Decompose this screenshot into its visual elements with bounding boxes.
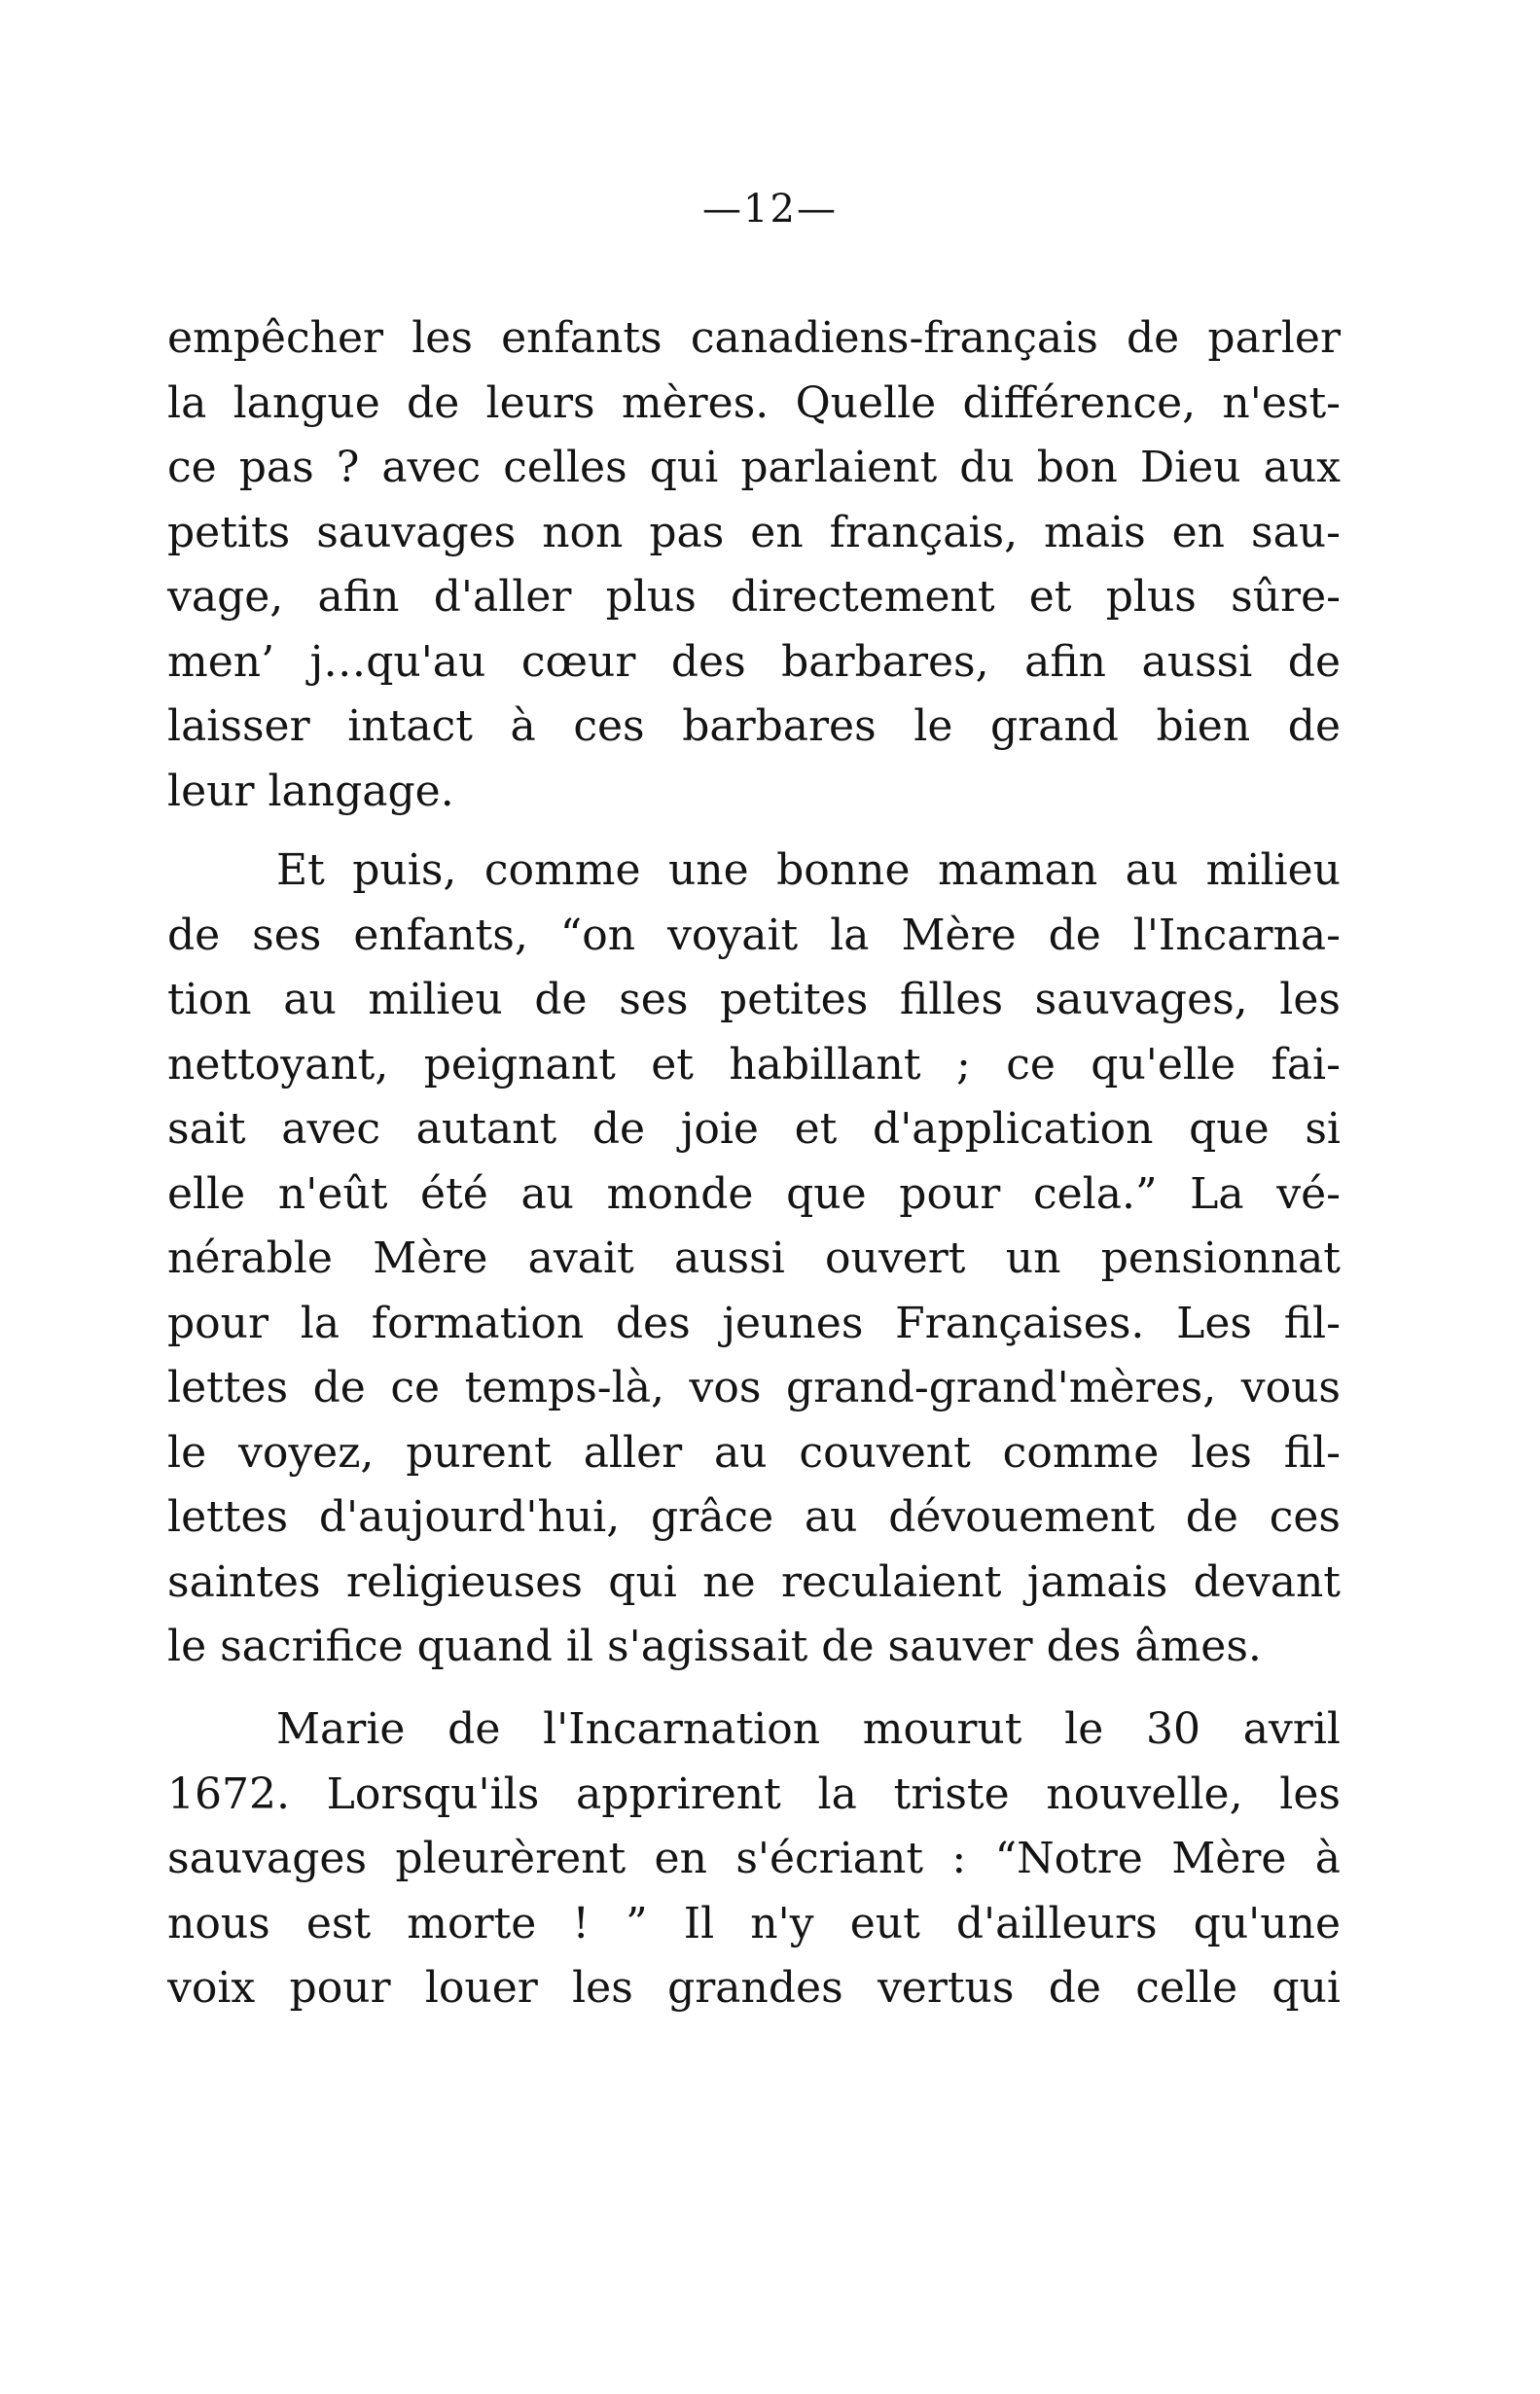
text-line: petits sauvages non pas en français, mais en sau-: [167, 507, 1341, 557]
text-line: lettes de ce temps-là, vos grand-grand'mères, vous: [167, 1363, 1341, 1412]
text-line: le sacrifice quand il s'agissait de sauver des âmes.: [167, 1622, 1262, 1671]
paragraph-3: [167, 1697, 1341, 2021]
paragraph-1: [167, 306, 1341, 824]
text-line: ce pas ? avec celles qui parlaient du bon Dieu aux: [167, 443, 1341, 492]
text-line: pour la formation des jeunes Françaises. Les fil-: [167, 1298, 1341, 1348]
text-line: lettes d'aujourd'hui, grâce au dévouement de ces: [167, 1492, 1341, 1542]
text-line: la langue de leurs mères. Quelle différence, n'est-: [167, 377, 1341, 428]
text-line: saintes religieuses qui ne reculaient jamais devant: [167, 1556, 1341, 1607]
text-line: de ses enfants, “on voyait la Mère de l'Incarna-: [167, 910, 1341, 960]
text-line: vage, afin d'aller plus directement et plus sûre-: [167, 572, 1341, 622]
text-line: elle n'eût été au monde que pour cela.” La vé-: [167, 1168, 1341, 1219]
text-line: voix pour louer les grandes vertus de celle qui: [167, 1963, 1341, 2013]
text-line: leur langage.: [167, 766, 454, 816]
text-line: nettoyant, peignant et habillant ; ce qu'elle fai-: [167, 1039, 1341, 1090]
text-line: laisser intact à ces barbares le grand bien de: [167, 701, 1341, 751]
text-line: 1672. Lorsqu'ils apprirent la triste nouvelle, les: [167, 1769, 1341, 1819]
text-line: Marie de l'Incarnation mourut le 30 avril: [276, 1704, 1341, 1754]
page-number: —12—: [702, 187, 838, 232]
text-line: tion au milieu de ses petites filles sauvages, les: [167, 975, 1341, 1024]
text-line: sait avec autant de joie et d'application que si: [167, 1104, 1341, 1154]
text-line: nous est morte ! ” Il n'y eut d'ailleurs qu'une: [167, 1898, 1341, 1948]
paragraph-2: [167, 839, 1341, 1680]
text-line: Et puis, comme une bonne maman au milieu: [276, 845, 1341, 895]
text-line: nérable Mère avait aussi ouvert un pensionnat: [167, 1233, 1341, 1283]
text-line: le voyez, purent aller au couvent comme les fil-: [167, 1427, 1341, 1478]
text-line: sauvages pleurèrent en s'écriant : “Notre Mère à: [167, 1834, 1341, 1883]
text-line: men’ j…qu'au cœur des barbares, afin aussi de: [167, 636, 1341, 687]
text-line: empêcher les enfants canadiens-français de parler: [167, 313, 1341, 363]
